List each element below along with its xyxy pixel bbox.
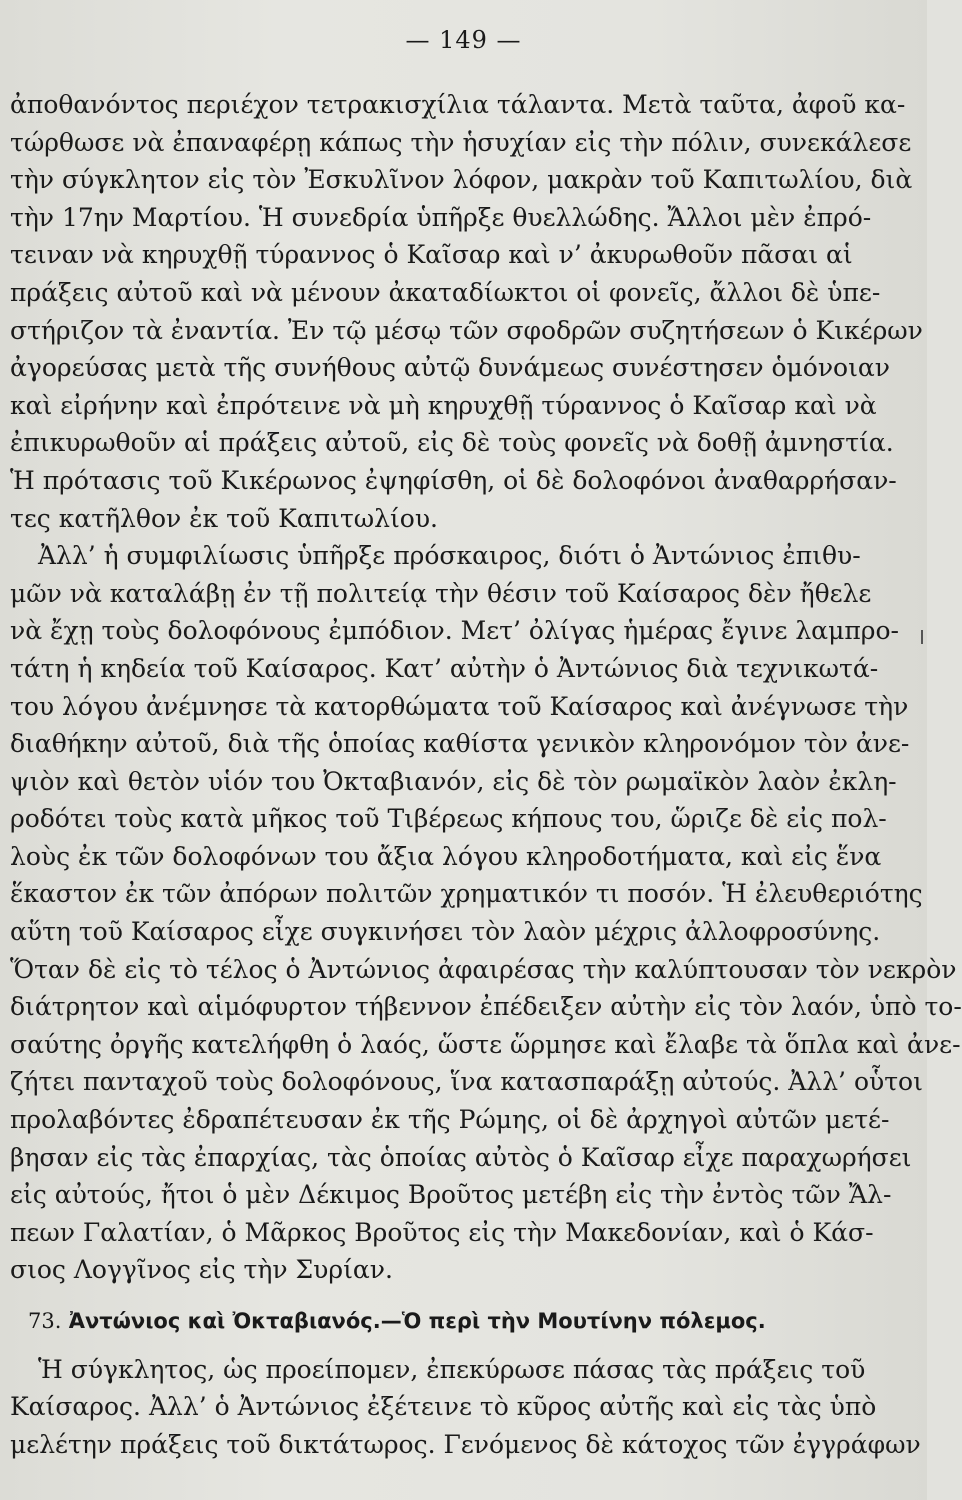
text-line: του λόγου ἀνέμνησε τὰ κατορθώματα τοῦ Καίσαρος καὶ ἀνέγνωσε τὴν (10, 691, 909, 721)
text-line: ἐπικυρωθοῦν αἱ πράξεις αὐτοῦ, εἰς δὲ τοὺς φονεῖς νὰ δοθῇ ἀμνηστία. (10, 428, 894, 458)
text-line: μελέτην πράξεις τοῦ δικτάτωρος. Γενόμενος δὲ κάτοχος τῶν ἐγγράφων (10, 1429, 921, 1459)
paragraph-start-line: Ἀλλ’ ἡ συμφιλίωσις ὑπῆρξε πρόσκαιρος, διότι ὁ Ἀντώνιος ἐπιθυ- (38, 541, 861, 571)
text-line: βησαν εἰς τὰς ἐπαρχίας, τὰς ὁποίας αὐτὸς ὁ Καῖσαρ εἶχε παραχωρήσει (10, 1142, 912, 1172)
page-number: — 149 — (405, 26, 522, 54)
page-body (0, 86, 962, 1463)
section-title: Ἀντώνιος καὶ Ὀκταβιανός.—Ὁ περὶ τὴν Μουτίνην πόλεμος. (68, 1309, 766, 1333)
text-line: μῶν νὰ καταλάβῃ ἐν τῇ πολιτείᾳ τὴν θέσιν τοῦ Καίσαρος δὲν ἤθελε (10, 578, 872, 608)
text-line: Ἡ πρότασις τοῦ Κικέρωνος ἐψηφίσθη, οἱ δὲ δολοφόνοι ἀναθαρρήσαν- (10, 465, 897, 495)
section-number: 73. (28, 1309, 62, 1333)
text-line: σαύτης ὀργῆς κατελήφθη ὁ λαός, ὥστε ὥρμησε καὶ ἔλαβε τὰ ὅπλα καὶ ἀνε- (10, 1029, 961, 1059)
text-line: στήριζον τὰ ἐναντία. Ἐν τῷ μέσῳ τῶν σφοδρῶν συζητήσεων ὁ Κικέρων (10, 315, 923, 345)
text-line: ροδότει τοὺς κατὰ μῆκος τοῦ Τιβέρεως κήπους του, ὥριζε δὲ εἰς πολ- (10, 804, 887, 834)
text-line: τάτη ἡ κηδεία τοῦ Καίσαρος. Κατ’ αὐτὴν ὁ Ἀντώνιος διὰ τεχνικωτά- (10, 653, 879, 683)
text-line: ψιὸν καὶ θετὸν υἱόν του Ὀκταβιανόν, εἰς δὲ τὸν ρωμαϊκὸν λαὸν ἐκλη- (10, 766, 897, 796)
text-line: λοὺς ἐκ τῶν δολοφόνων του ἄξια λόγου κληροδοτήματα, καὶ εἰς ἕνα (10, 841, 882, 871)
text-line: τὴν σύγκλητον εἰς τὸν Ἐσκυλῖνον λόφον, μακρὰν τοῦ Καπιτωλίου, διὰ (10, 165, 913, 195)
text-line: νὰ ἔχῃ τοὺς δολοφόνους ἐμπόδιον. Μετ’ ὀλίγας ἡμέρας ἔγινε λαμπρο- (10, 616, 899, 646)
text-line: σιος Λογγῖνος εἰς τὴν Συρίαν. (10, 1255, 393, 1285)
text-line: τώρθωσε νὰ ἐπαναφέρῃ κάπως τὴν ἡσυχίαν εἰς τὴν πόλιν, συνεκάλεσε (10, 127, 912, 157)
section-heading (0, 1303, 850, 1341)
text-line: καὶ εἰρήνην καὶ ἐπρότεινε νὰ μὴ κηρυχθῇ τύραννος ὁ Καῖσαρ καὶ νὰ (10, 390, 877, 420)
text-line: τὴν 17ην Μαρτίου. Ἡ συνεδρία ὑπῆρξε θυελλώδης. Ἄλλοι μὲν ἐπρό- (10, 202, 872, 232)
text-line: τες κατῆλθον ἐκ τοῦ Καπιτωλίου. (10, 503, 439, 533)
text-line: ἕκαστον ἐκ τῶν ἀπόρων πολιτῶν χρηματικόν τι ποσόν. Ἡ ἐλευθεριότης (10, 879, 923, 909)
text-line: αὕτη τοῦ Καίσαρος εἶχε συγκινήσει τὸν λαὸν μέχρις ἀλλοφροσύνης. (10, 917, 881, 947)
scan-edge-mark (921, 630, 923, 644)
text-line: ζήτει πανταχοῦ τοὺς δολοφόνους, ἵνα κατασπαράξῃ αὐτούς. Ἀλλ’ οὗτοι (10, 1067, 923, 1097)
text-line: Καίσαρος. Ἀλλ’ ὁ Ἀντώνιος ἐξέτεινε τὸ κῦρος αὐτῆς καὶ εἰς τὰς ὑπὸ (10, 1392, 877, 1422)
text-line: τειναν νὰ κηρυχθῇ τύραννος ὁ Καῖσαρ καὶ ν’ ἀκυρωθοῦν πᾶσαι αἱ (10, 240, 853, 270)
text-line: πράξεις αὐτοῦ καὶ νὰ μένουν ἀκαταδίωκτοι οἱ φονεῖς, ἄλλοι δὲ ὑπε- (10, 277, 881, 307)
text-line: διαθήκην αὐτοῦ, διὰ τῆς ὁποίας καθίστα γενικὸν κληρονόμον τὸν ἀνε- (10, 729, 910, 759)
text-line: ἀγορεύσας μετὰ τῆς συνήθους αὐτῷ δυνάμεως συνέστησεν ὁμόνοιαν (10, 353, 890, 383)
text-line: εἰς αὐτούς, ἤτοι ὁ μὲν Δέκιμος Βροῦτος μετέβη εἰς τὴν ἐντὸς τῶν Ἄλ- (10, 1180, 892, 1210)
text-line: προλαβόντες ἐδραπέτευσαν ἐκ τῆς Ρώμης, οἱ δὲ ἀρχηγοὶ αὐτῶν μετέ- (10, 1105, 890, 1135)
text-line: Ὅταν δὲ εἰς τὸ τέλος ὁ Ἀντώνιος ἀφαιρέσας τὴν καλύπτουσαν τὸν νεκρὸν (10, 954, 957, 984)
paragraph-start-line: Ἡ σύγκλητος, ὡς προείπομεν, ἐπεκύρωσε πάσας τὰς πράξεις τοῦ (38, 1354, 866, 1384)
text-line: διάτρητον καὶ αἱμόφυρτον τήβεννον ἐπέδειξεν αὐτὴν εἰς τὸν λαόν, ὑπὸ το- (10, 992, 962, 1022)
text-line: ἀποθανόντος περιέχον τετρακισχίλια τάλαντα. Μετὰ ταῦτα, ἀφοῦ κα- (10, 90, 906, 119)
text-line: πεων Γαλατίαν, ὁ Μᾶρκος Βροῦτος εἰς τὴν Μακεδονίαν, καὶ ὁ Κάσ- (10, 1217, 874, 1247)
